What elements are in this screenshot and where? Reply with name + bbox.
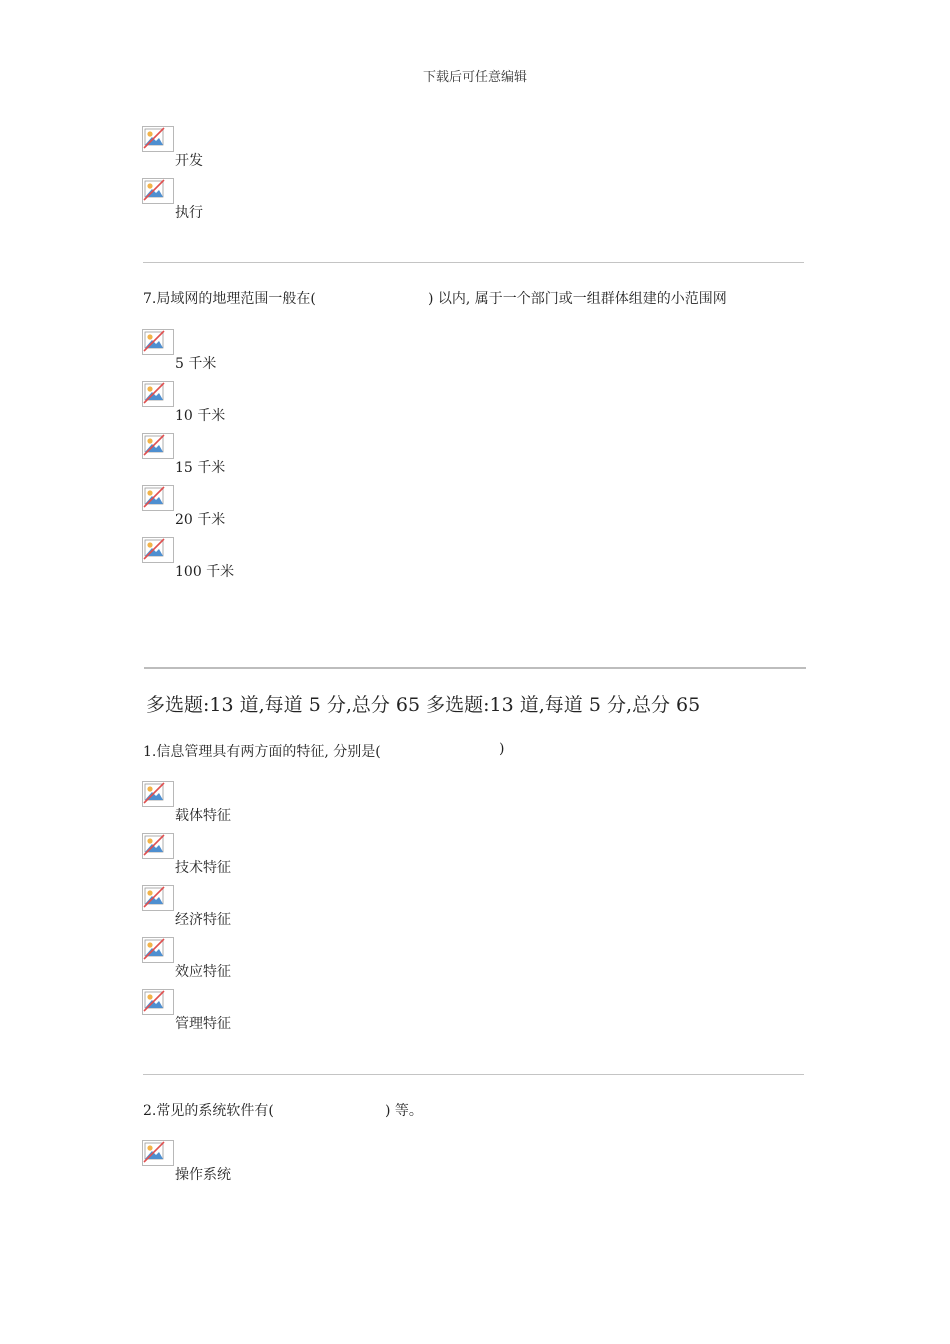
broken-image-icon xyxy=(142,937,174,963)
option-label[interactable]: 100 千米 xyxy=(175,564,235,580)
broken-image-icon xyxy=(142,989,174,1015)
broken-image-icon xyxy=(142,1140,174,1166)
question-1-prefix: 1.信息管理具有两方面的特征, 分别是( xyxy=(143,744,381,760)
question-1-suffix: ) xyxy=(499,741,505,757)
question-2-suffix: ) 等。 xyxy=(385,1103,423,1119)
option-label[interactable]: 10 千米 xyxy=(175,408,226,424)
question-divider xyxy=(143,1074,804,1075)
page-header: 下载后可任意编辑 xyxy=(422,70,527,85)
section-divider xyxy=(144,667,806,669)
option-label[interactable]: 经济特征 xyxy=(175,912,231,928)
option-label[interactable]: 载体特征 xyxy=(175,808,231,824)
broken-image-icon xyxy=(142,885,174,911)
option-label[interactable]: 管理特征 xyxy=(175,1016,231,1032)
question-7-suffix: ) 以内, 属于一个部门或一组群体组建的小范围网 xyxy=(428,291,727,307)
broken-image-icon xyxy=(142,381,174,407)
option-label[interactable]: 开发 xyxy=(175,153,203,169)
option-label[interactable]: 20 千米 xyxy=(175,512,226,528)
broken-image-icon xyxy=(142,178,174,204)
broken-image-icon xyxy=(142,537,174,563)
option-label[interactable]: 5 千米 xyxy=(175,356,217,372)
section-title: 多选题:13 道,每道 5 分,总分 65 多选题:13 道,每道 5 分,总分 65 xyxy=(146,694,701,716)
option-label[interactable]: 效应特征 xyxy=(175,964,231,980)
option-label[interactable]: 执行 xyxy=(175,205,203,221)
broken-image-icon xyxy=(142,485,174,511)
option-label[interactable]: 15 千米 xyxy=(175,460,226,476)
question-divider xyxy=(143,262,804,263)
broken-image-icon xyxy=(142,833,174,859)
option-label[interactable]: 技术特征 xyxy=(175,860,231,876)
question-7-prefix: 7.局域网的地理范围一般在( xyxy=(143,291,316,307)
question-2-prefix: 2.常见的系统软件有( xyxy=(143,1103,274,1119)
broken-image-icon xyxy=(142,329,174,355)
broken-image-icon xyxy=(142,126,174,152)
broken-image-icon xyxy=(142,433,174,459)
broken-image-icon xyxy=(142,781,174,807)
option-label[interactable]: 操作系统 xyxy=(175,1167,231,1183)
